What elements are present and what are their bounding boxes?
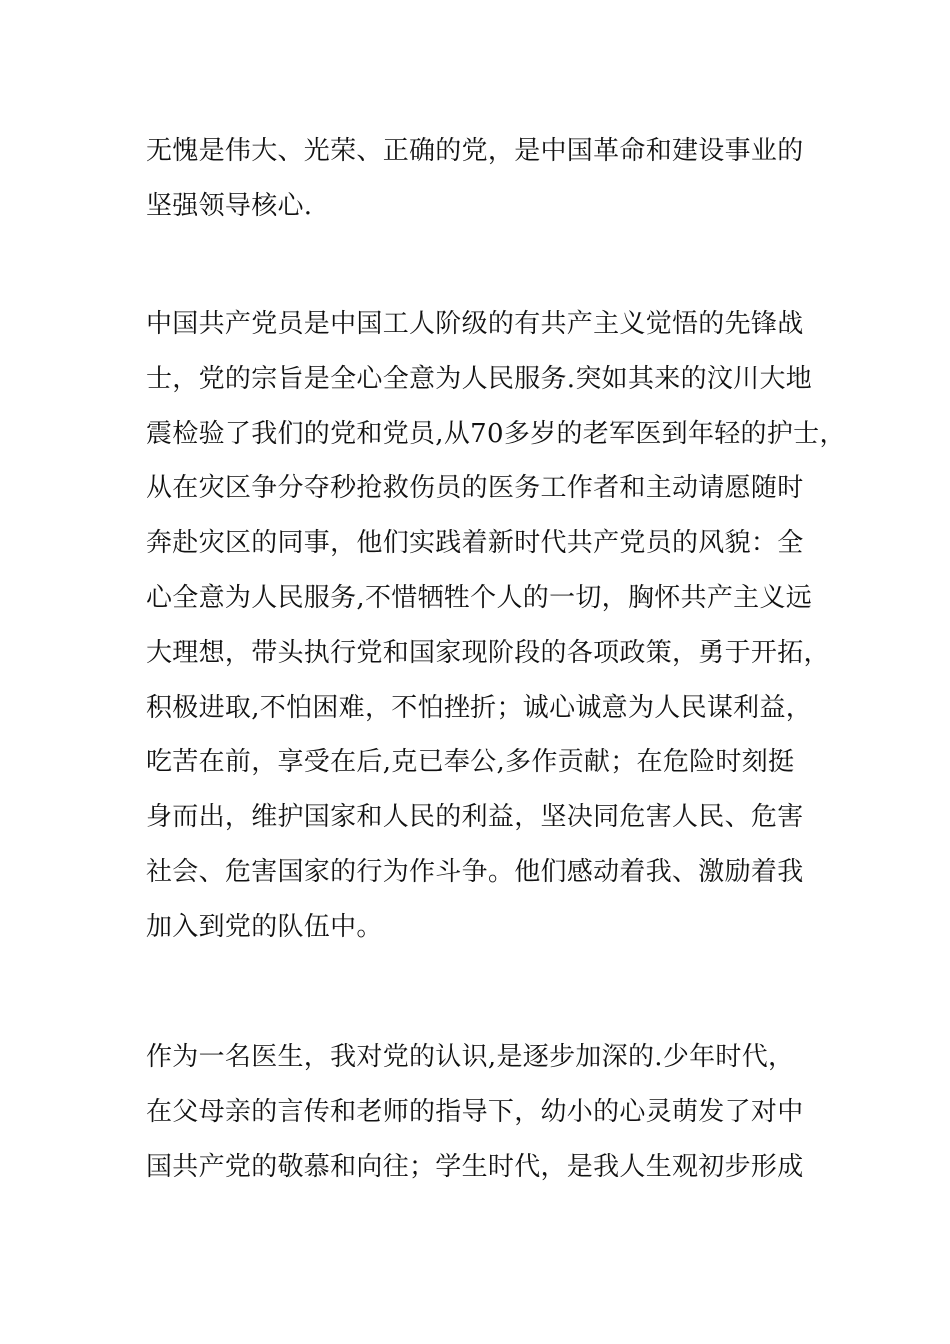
text-line: 作为一名医生，我对党的认识,是逐步加深的.少年时代， bbox=[146, 1042, 795, 1072]
paragraph-3 bbox=[146, 1030, 836, 1194]
text-line: 积极进取,不怕困难，不怕挫折；诚心诚意为人民谋利益， bbox=[146, 692, 813, 723]
text-line: 从在灾区争分夺秒抢救伤员的医务工作者和主动请愿随时 bbox=[146, 473, 804, 504]
text-line: 奔赴灾区的同事，他们实践着新时代共产党员的风貌：全 bbox=[146, 528, 804, 559]
text-line: 大理想，带头执行党和国家现阶段的各项政策，勇于开拓， bbox=[146, 637, 830, 668]
text-line: 国共产党的敬慕和向往；学生时代，是我人生观初步形成 bbox=[146, 1151, 804, 1182]
text-line: 士，党的宗旨是全心全意为人民服务.突如其来的汶川大地 bbox=[146, 363, 813, 394]
text-line: 社会、危害国家的行为作斗争。他们感动着我、激励着我 bbox=[146, 856, 804, 887]
text-line: 无愧是伟大、光荣、正确的党，是中国革命和建设事业的 bbox=[146, 136, 804, 166]
paragraph-2 bbox=[146, 297, 846, 955]
text-line: 加入到党的队伍中。 bbox=[146, 911, 383, 942]
paragraph-1 bbox=[146, 124, 836, 234]
text-line: 吃苦在前，享受在后,克已奉公,多作贡献；在危险时刻挺 bbox=[146, 747, 795, 778]
text-line: 中国共产党员是中国工人阶级的有共产主义觉悟的先锋战 bbox=[146, 309, 804, 339]
text-line: 震检验了我们的党和党员,从70多岁的老军医到年轻的护士， bbox=[146, 418, 846, 449]
text-line: 心全意为人民服务,不惜牺牲个人的一切，胸怀共产主义远 bbox=[146, 582, 813, 613]
text-line: 坚强领导核心. bbox=[146, 190, 313, 221]
text-line: 身而出，维护国家和人民的利益，坚决同危害人民、危害 bbox=[146, 802, 804, 833]
text-line: 在父母亲的言传和老师的指导下，幼小的心灵萌发了对中 bbox=[146, 1096, 804, 1127]
